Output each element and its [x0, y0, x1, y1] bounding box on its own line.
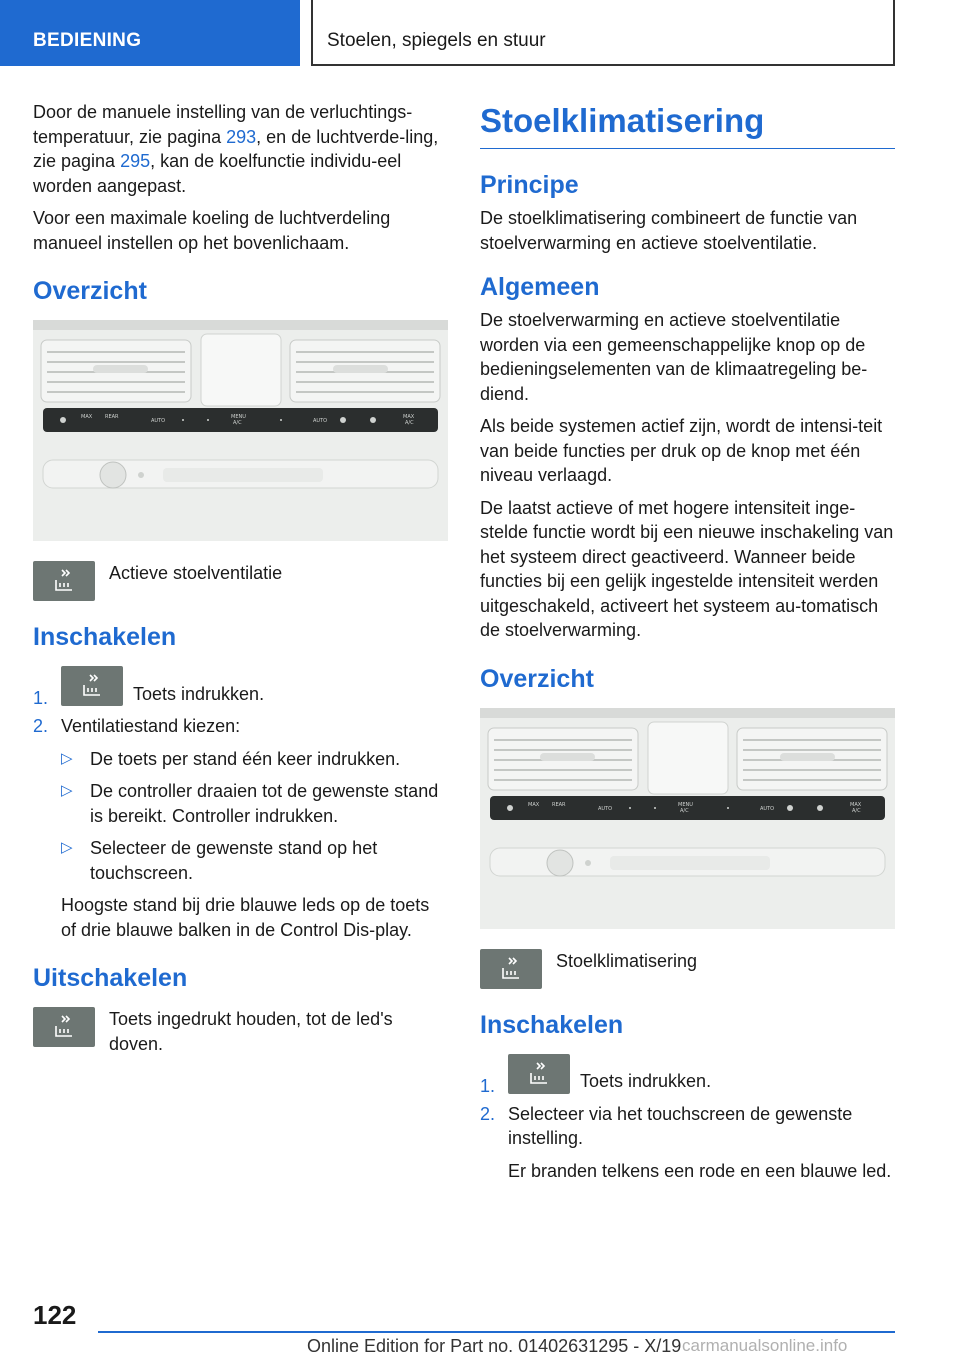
switch-on-heading-right: Inschakelen [480, 1010, 624, 1039]
svg-text:AUTO: AUTO [598, 805, 613, 812]
icon-caption-left: Actieve stoelventilatie [109, 563, 283, 583]
list-item [33, 666, 448, 706]
general-paragraph-2: Als beide systemen actief zijn, wordt de intensi-teit van beide functies per druk op de knop met één niveau verlaagd. [480, 416, 883, 485]
step-text: Toets indrukken. [133, 683, 265, 704]
seat-ventilation-icon [33, 561, 95, 601]
header-section-label: BEDIENING [33, 30, 142, 51]
page-link-295[interactable]: 295 [120, 151, 151, 171]
seat-ventilation-icon [61, 666, 123, 706]
sub-bullet-list [61, 747, 448, 886]
switch-off-row [33, 1007, 448, 1056]
switch-on-steps-right [480, 1054, 895, 1184]
svg-text:MAX: MAX [528, 801, 540, 808]
header-chapter-box [311, 0, 895, 66]
footer-edition: Online Edition for Part no. 01402631295 - X/19 [307, 1336, 682, 1356]
climate-panel-photo-left [33, 320, 448, 541]
header-chapter-label: Stoelen, spiegels en stuur [327, 30, 546, 51]
step-number: 1. [33, 688, 49, 708]
climate-panel-illustration [480, 708, 895, 929]
list-item [480, 1054, 895, 1094]
step-number: 2. [480, 1103, 496, 1124]
icon-caption-right: Stoelklimatisering [556, 950, 698, 971]
svg-text:AUTO: AUTO [760, 805, 775, 812]
icon-legend-right [480, 949, 895, 989]
list-item [480, 1102, 895, 1184]
max-cooling-paragraph: Voor een maximale koeling de luchtverdeling manueel instellen op het bovenlichaam. [33, 208, 391, 253]
principle-text: De stoelklimatisering combineert de functie van stoelverwarming en actieve stoelventilatie. [480, 208, 858, 253]
principle-heading: Principe [480, 171, 579, 199]
triangle-bullet-icon: ▷ [61, 782, 73, 799]
svg-text:MENU: MENU [231, 414, 246, 420]
seat-ventilation-icon [33, 1007, 95, 1047]
step-text: Selecteer via het touchscreen de gewenste instelling. [508, 1103, 853, 1148]
step-text: Toets indrukken. [580, 1071, 712, 1091]
page-title: Stoelklimatisering [480, 102, 895, 149]
overview-heading-right: Overzicht [480, 664, 594, 693]
left-column [33, 100, 448, 1056]
step-text: Ventilatiestand kiezen: [61, 716, 241, 736]
right-column [480, 100, 895, 1191]
general-paragraph-3: De laatst actieve of met hogere intensiteit inge-stelde functie wordt bij een nieuwe inschakeling van het systeem direct geactiveerd. Wanneer beide functies bij een gelijk ingestelde intensiteit werden uitgeschakeld, activeert het systeem au-tomatisch de stoelverwarming. [480, 497, 894, 640]
page-link-293[interactable]: 293 [226, 126, 257, 147]
switch-on-heading-left: Inschakelen [33, 623, 177, 651]
triangle-bullet-icon: ▷ [61, 749, 73, 767]
climate-panel-photo-right [480, 708, 895, 929]
step-number: 1. [480, 1075, 496, 1096]
svg-text:MAX: MAX [403, 414, 415, 420]
icon-legend-left [33, 561, 448, 601]
header-section-tab [0, 0, 300, 66]
svg-text:REAR: REAR [552, 801, 566, 808]
seat-climate-icon [508, 1054, 570, 1094]
step-note: Er branden telkens een rode en een blauwe led. [508, 1160, 892, 1181]
svg-text:A/C: A/C [852, 807, 861, 814]
list-item: ▷ De toets per stand één keer indrukken. [61, 747, 448, 772]
intro-paragraph: Door de manuele instelling van de verluchtings-temperatuur, zie pagina 293, en de luchtverde-ling, zie pagina 295, kan de koelfunctie individu-eel worden aangepast. [33, 102, 439, 196]
svg-text:AUTO: AUTO [151, 418, 166, 424]
step-number: 2. [33, 716, 49, 736]
seat-climate-icon [480, 949, 542, 989]
svg-text:REAR: REAR [105, 414, 119, 420]
switch-on-steps-left [33, 666, 448, 942]
svg-text:MAX: MAX [850, 801, 862, 808]
watermark: carmanualsonline.info [682, 1336, 848, 1355]
step-note: Hoogste stand bij drie blauwe leds op de toets of drie blauwe balken in de Control Dis-play. [61, 895, 430, 940]
list-item: ▷ Selecteer de gewenste stand op het touchscreen. [61, 838, 378, 883]
switch-off-text: Toets ingedrukt houden, tot de led's doven. [109, 1009, 393, 1054]
svg-text:A/C: A/C [680, 807, 689, 814]
svg-text:MENU: MENU [678, 801, 693, 808]
svg-text:AUTO: AUTO [313, 418, 328, 424]
page-number: 122 [33, 1300, 77, 1330]
general-paragraph-1: De stoelverwarming en actieve stoelventilatie worden via een gemeenschappelijke knop op de bedieningselementen van de klimaatregeling be-diend. [480, 310, 868, 404]
general-heading: Algemeen [480, 273, 600, 301]
footer-divider [98, 1331, 895, 1333]
triangle-bullet-icon: ▷ [61, 839, 73, 856]
svg-text:A/C: A/C [405, 420, 414, 426]
list-item: ▷ De controller draaien tot de gewenste stand is bereikt. Controller indrukken. [61, 781, 439, 826]
svg-text:MAX: MAX [81, 414, 93, 420]
svg-text:A/C: A/C [233, 420, 242, 426]
overview-heading-left: Overzicht [33, 277, 147, 305]
switch-off-heading: Uitschakelen [33, 964, 188, 992]
list-item [33, 714, 448, 942]
climate-panel-illustration [33, 320, 448, 541]
